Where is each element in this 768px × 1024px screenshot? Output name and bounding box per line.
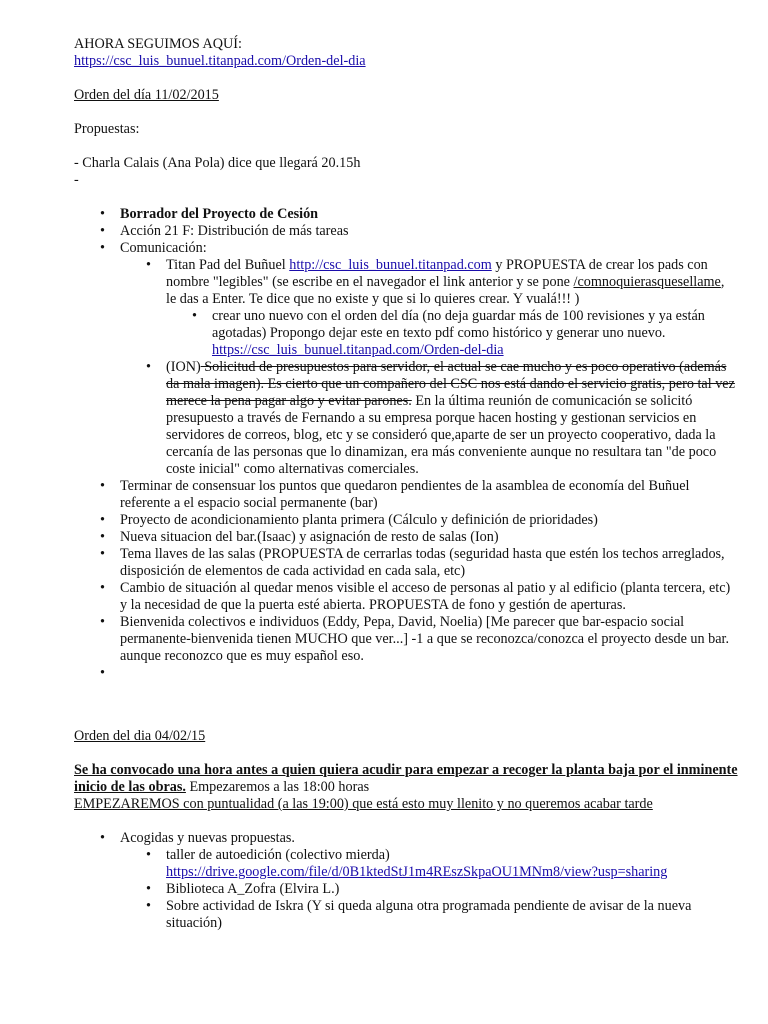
dash-line: - [74,172,79,188]
list-item: • Tema llaves de las salas (PROPUESTA de cerrarlas todas (seguridad hasta que estén los techos arreglados, disposición de elementos de cada actividad en cada sala, etc) [74,546,738,580]
workshop-text: taller de autoedición (colectivo mierda) [166,847,390,863]
list-item [120,847,738,881]
list-item: • Proyecto de acondicionamiento planta primera (Cálculo y definición de prioridades) [74,512,738,529]
welcomes-sublist [120,847,738,932]
agenda-heading-1: Orden del día 11/02/2015 [74,87,219,103]
convocation-bold: Se ha convocado una hora antes a quien quiera acudir para empezar a recoger la planta baja por el inminente inicio de las obras. [74,762,738,795]
list-item: • Acción 21 F: Distribución de más tareas [74,223,738,240]
ion-prefix: (ION) [166,359,201,375]
titan-text: y PROPUESTA de crear los pads con nombre "legibles" (se escribe en el navegador el link anterior y se pone [166,257,708,290]
list-item: • Nueva situacion del bar.(Isaac) y asignación de resto de salas (Ion) [74,529,738,546]
agenda-heading-2: Orden del dia 04/02/15 [74,728,206,744]
titan-text: Titan Pad del Buñuel [166,257,290,273]
list-item [74,830,738,932]
list-item [120,359,738,478]
workshop-link[interactable]: https://drive.google.com/file/d/0B1ktedStJ1m4REszSkpaOU1MNm8/view?usp=sharing [166,864,668,880]
titan-text: , le das a Enter. Te dice que no existe y que si lo quieres crear. Y vualá!!! ) [166,274,725,307]
agenda1-list [74,206,738,682]
document-page [74,36,738,932]
convocation-paragraph [74,762,738,796]
list-item [74,240,738,478]
welcomes-label: Acogidas y nuevas propuestas. [120,830,295,846]
communication-sublist [120,257,738,478]
ion-text: En la última reunión de comunicación se solicitó presupuesto a través de Fernando a su empresa porque hacen hosting y gestionan servicios en servidores de correos, blog, etc y se consideró que,aparte de ser un proyecto cooperativo, dada la cercanía de las personas que lo dinamizan, era más conveniente aunque no resultara tan "de poco coste inicial" como alternativas comerciales. [166,393,717,477]
titan-sublist [166,308,738,359]
punctuality-line: EMPEZAREMOS con puntualidad (a las 19:00) que está esto muy llenito y no queremos acabar tarde [74,796,653,812]
ion-struck-text: Solicitud de presupuestos para servidor, el actual se cae mucho y es poco operativo (además da mala imagen). Es cierto que un compañero del CSC nos está dando el servicio gratis, pero tal vez merece la pena pagar algo y evitar parones. [166,359,735,409]
proposals-label: Propuestas: [74,121,140,137]
list-item [74,665,738,682]
communication-label: Comunicación: [120,240,207,256]
list-item: • Cambio de situación al quedar menos visible el acceso de personas al patio y al edificio (planta tercera, etc) y la necesidad de que la puerta esté abierta. PROPUESTA de fono y gestión de aperturas. [74,580,738,614]
list-item [120,257,738,359]
list-item: • Bienvenida colectivos e individuos (Eddy, Pepa, David, Noelia) [Me parecer que bar-espacio social permanente-bienvenida tienen MUCHO que ver...] -1 a que se reconozca/conozca el proyecto desde un bar. aunque reconozco que es muy español eso. [74,614,738,665]
list-item [74,206,738,223]
new-pad-text: crear uno nuevo con el orden del día (no deja guardar más de 100 revisiones y ya están agotadas) Propongo dejar este en texto pdf como histórico y generar uno nuevo. [212,308,705,341]
top-title: AHORA SEGUIMOS AQUÍ: [74,36,242,52]
convocation-rest: Empezaremos a las 18:00 horas [185,779,370,795]
agenda2-list [74,830,738,932]
list-item: • Terminar de consensuar los puntos que quedaron pendientes de la asamblea de economía del Buñuel referente a el espacio social permanente (bar) [74,478,738,512]
draft-item: Borrador del Proyecto de Cesión [120,206,319,222]
titanpad-link[interactable]: https://csc_luis_bunuel.titanpad.com/Orden-del-dia [74,53,366,69]
list-item: • Sobre actividad de Iskra (Y si queda alguna otra programada pendiente de avisar de la nueva situación) [120,898,738,932]
new-pad-link[interactable]: https://csc_luis_bunuel.titanpad.com/Orden-del-dia [212,342,504,358]
list-item: • Biblioteca A_Zofra (Elvira L.) [120,881,738,898]
titan-path: /comnoquierasquesellame [573,274,721,290]
titan-home-link[interactable]: http://csc_luis_bunuel.titanpad.com [289,257,492,273]
calais-note: - Charla Calais (Ana Pola) dice que llegará 20.15h [74,155,361,171]
list-item [166,308,738,359]
